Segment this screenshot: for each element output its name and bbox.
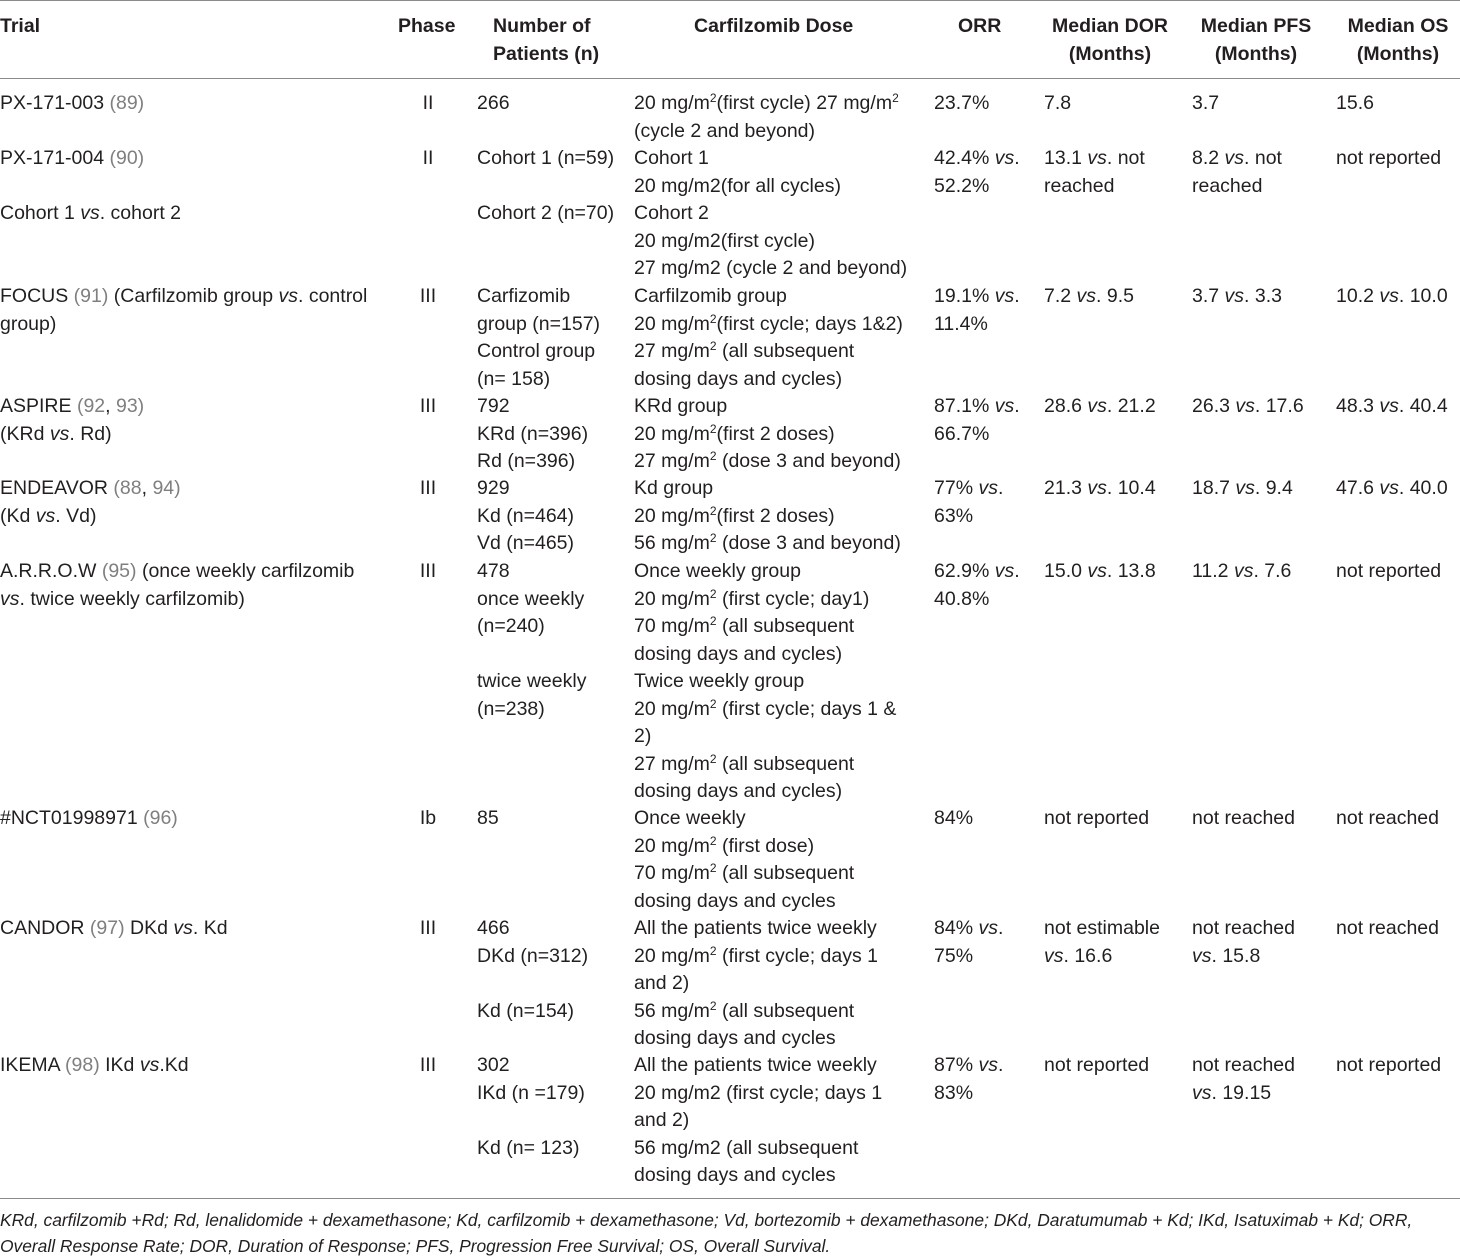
header-bottom-rule [0,78,1460,79]
cell-dor [1044,90,1071,118]
cell-line: 63% [934,503,1003,531]
cell-line: IKd (n =179) [477,1080,585,1108]
cell-patients [477,393,588,476]
cell-line: not estimable [1044,915,1160,943]
cell-line: 84% [934,805,973,833]
cell-dose [634,393,901,476]
cell-line: and 2) [634,970,878,998]
footnote-line: KRd, carfilzomib +Rd; Rd, lenalidomide + dexamethasone; Kd, carfilzomib + dexamethasone; Vd, bortezomib + dexamethasone; DKd, Daratumumab + Kd; IKd, Isatuximab + Kd; ORR, [0,1208,1460,1234]
cell-line: once weekly [477,586,586,614]
cell-line: DKd (n=312) [477,943,588,971]
cell-line: 11.2 vs. 7.6 [1192,558,1291,586]
cell-trial [0,283,367,338]
cell-trial [0,145,181,228]
reference-link: (97) [90,917,125,939]
cell-patients [477,805,499,833]
cell-line: not reached [1336,915,1439,943]
cell-line: 75% [934,943,1003,971]
cell-line: 85 [477,805,499,833]
cell-line: 21.3 vs. 10.4 [1044,475,1156,503]
cell-line: 47.6 vs. 40.0 [1336,475,1448,503]
cell-dose [634,805,854,915]
cell-line: KRd group [634,393,901,421]
cell-line: 11.4% [934,311,1020,339]
cell-orr [934,805,973,833]
cell-line: not reached [1336,805,1439,833]
cell-os [1336,393,1448,421]
cell-line: twice weekly [477,668,586,696]
cell-orr [934,558,1020,613]
cell-line: 19.1% vs. [934,283,1020,311]
cell-trial [0,90,144,118]
cell-line: 20 $mg/m^2(first$ 2 doses) [634,421,901,449]
cell-line: (n=240) [477,613,586,641]
cell-os [1336,805,1439,833]
cell-phase: III [420,1052,436,1080]
cell-line: IKEMA (98) IKd vs.Kd [0,1052,189,1080]
cell-patients [477,475,574,558]
cell-line: 27 $mg/m^2$ (all subsequent [634,338,903,366]
cell-phase: Ib [420,805,436,833]
cell-pfs [1192,283,1282,311]
cell-line: vs. 19.15 [1192,1080,1295,1108]
cell-line: not reported [1044,1052,1149,1080]
cell-line: dosing days and cycles) [634,641,896,669]
cell-line: Kd (n=464) [477,503,574,531]
cell-patients [477,558,586,723]
cell-line: not reached [1192,915,1295,943]
cell-trial [0,1052,189,1080]
cell-line: 42.4% vs. [934,145,1020,173]
cell-line: ENDEAVOR (88, 94) [0,475,181,503]
cell-line: not reached [1192,1052,1295,1080]
cell-line: Cohort 2 [634,200,907,228]
cell-line: 20 $mg/m^2$ (first cycle; days 1 & [634,696,896,724]
cell-line: 929 [477,475,574,503]
reference-link: (98) [65,1054,100,1076]
cell-line: All the patients twice weekly [634,1052,882,1080]
cell-line: PX-171-003 (89) [0,90,144,118]
header-orr: ORR [958,13,1001,41]
cell-line: 466 [477,915,588,943]
cell-line [477,641,586,669]
cell-line: 84% vs. [934,915,1003,943]
cell-line: 27 $mg/m^2$ (all subsequent [634,751,896,779]
cell-phase: III [420,283,436,311]
cell-line: 2) [634,723,896,751]
cell-patients [477,915,588,1025]
cell-line: not reached [1192,805,1295,833]
header-dor: Median DOR (Months) [1052,13,1168,68]
cell-dor [1044,1052,1149,1080]
cell-line: 70 $mg/m^2$ (all subsequent [634,860,854,888]
cell-pfs [1192,90,1219,118]
cell-line: 13.1 vs. not [1044,145,1145,173]
cell-line: 10.2 vs. 10.0 [1336,283,1448,311]
cell-line [477,970,588,998]
cell-line: Kd group [634,475,901,503]
cell-pfs [1192,393,1304,421]
header-pfs: Median PFS (Months) [1201,13,1312,68]
cell-phase: III [420,558,436,586]
cell-line: Cohort 1 [634,145,907,173]
cell-line: 20 $mg/m^2(first$ 2 doses) [634,503,901,531]
cell-line: #NCT01998971 (96) [0,805,178,833]
reference-link: (91) [74,285,109,307]
cell-line: and 2) [634,1107,882,1135]
cell-line: dosing days and cycles [634,888,854,916]
cell-line: Cohort 2 (n=70) [477,200,614,228]
cell-line: reached [1192,173,1282,201]
table-footnote [0,1208,1460,1259]
footnote-line: Overall Response Rate; DOR, Duration of Response; PFS, Progression Free Survival; OS, Overall Survival. [0,1234,1460,1259]
cell-line: 20 $mg/m^2$ (first dose) [634,833,854,861]
cell-orr [934,90,989,118]
cell-pfs [1192,915,1295,970]
cell-line: 40.8% [934,586,1020,614]
cell-line: 20 mg/m2(for all cycles) [634,173,907,201]
cell-dor [1044,283,1134,311]
cell-line: 15.0 vs. 13.8 [1044,558,1156,586]
cell-line: CANDOR (97) DKd vs. Kd [0,915,228,943]
cell-dose [634,475,901,558]
cell-orr [934,915,1003,970]
cell-line: 20 $mg/m^2(first$ cycle; days 1&2) [634,311,903,339]
cell-phase: III [420,915,436,943]
cell-line: Vd (n=465) [477,530,574,558]
cell-pfs [1192,805,1295,833]
cell-os [1336,283,1448,311]
cell-line: 87.1% vs. [934,393,1020,421]
cell-orr [934,393,1020,448]
cell-phase: III [420,475,436,503]
reference-link: (88 [113,477,141,499]
cell-line: 70 $mg/m^2$ (all subsequent [634,613,896,641]
reference-link: (89) [110,92,145,114]
cell-line: Carfilzomib group [634,283,903,311]
cell-line: 478 [477,558,586,586]
cell-os [1336,145,1441,173]
cell-line: (n=238) [477,696,586,724]
cell-line: 3.7 vs. 3.3 [1192,283,1282,311]
cell-patients [477,145,614,228]
cell-line: 3.7 [1192,90,1219,118]
cell-line: A.R.R.O.W (95) (once weekly carfilzomib [0,558,354,586]
cell-line: dosing days and cycles) [634,778,896,806]
cell-line: 7.2 vs. 9.5 [1044,283,1134,311]
cell-line: KRd (n=396) [477,421,588,449]
cell-line: not reported [1336,145,1441,173]
cell-dose [634,1052,882,1190]
cell-line: 48.3 vs. 40.4 [1336,393,1448,421]
reference-link: 94) [152,477,180,499]
cell-os [1336,915,1439,943]
cell-line: ASPIRE (92, 93) [0,393,144,421]
cell-line: 18.7 vs. 9.4 [1192,475,1293,503]
cell-line: 792 [477,393,588,421]
header-trial: Trial [0,13,40,41]
cell-patients [477,1052,585,1162]
cell-line: Kd (n=154) [477,998,588,1026]
cell-trial [0,475,181,530]
header-os: Median OS (Months) [1348,13,1449,68]
table-bottom-rule [0,1198,1460,1199]
cell-phase: II [423,145,434,173]
cell-line: dosing days and cycles [634,1025,878,1053]
cell-dor [1044,558,1156,586]
cell-line: (n= 158) [477,366,600,394]
cell-line: 66.7% [934,421,1020,449]
cell-dor [1044,393,1156,421]
cell-line: Twice weekly group [634,668,896,696]
cell-dose [634,283,903,393]
cell-line: Carfizomib [477,283,600,311]
cell-line: 7.8 [1044,90,1071,118]
cell-line: Cohort 1 (n=59) [477,145,614,173]
cell-line: Kd (n= 123) [477,1135,585,1163]
reference-link: 93) [116,395,144,417]
cell-orr [934,145,1020,200]
cell-line: 15.6 [1336,90,1374,118]
cell-dor [1044,915,1160,970]
cell-patients [477,90,510,118]
cell-trial [0,558,354,613]
cell-os [1336,1052,1441,1080]
cell-pfs [1192,475,1293,503]
cell-dose [634,90,899,145]
cell-orr [934,283,1020,338]
cell-line: Once weekly [634,805,854,833]
cell-line: 52.2% [934,173,1020,201]
cell-line: 83% [934,1080,1003,1108]
cell-line: Control group [477,338,600,366]
cell-line: vs. 15.8 [1192,943,1295,971]
cell-patients [477,283,600,393]
cell-pfs [1192,1052,1295,1107]
cell-line: 27 mg/m2 (cycle 2 and beyond) [634,255,907,283]
cell-line: (KRd vs. Rd) [0,421,144,449]
cell-line: 26.3 vs. 17.6 [1192,393,1304,421]
cell-line: 8.2 vs. not [1192,145,1282,173]
cell-pfs [1192,558,1291,586]
cell-line: FOCUS (91) (Carfilzomib group vs. control [0,283,367,311]
cell-line: 87% vs. [934,1052,1003,1080]
cell-phase: III [420,393,436,421]
reference-link: (96) [143,807,178,829]
cell-pfs [1192,145,1282,200]
cell-line: group) [0,311,367,339]
cell-line: (cycle 2 and beyond) [634,118,899,146]
cell-dor [1044,475,1156,503]
cell-line: 20 $mg/m^2(first$ cycle) 27 $mg/m^2$ [634,90,899,118]
cell-trial [0,805,178,833]
cell-line: 56 $mg/m^2$ (dose 3 and beyond) [634,530,901,558]
cell-dose [634,915,878,1053]
cell-line: Cohort 1 vs. cohort 2 [0,200,181,228]
cell-line: Rd (n=396) [477,448,588,476]
header-dose: Carfilzomib Dose [694,13,853,41]
cell-line: PX-171-004 (90) [0,145,181,173]
cell-os [1336,90,1374,118]
cell-line: 77% vs. [934,475,1003,503]
cell-line: dosing days and cycles) [634,366,903,394]
reference-link: (95) [102,560,137,582]
cell-line: 302 [477,1052,585,1080]
cell-trial [0,393,144,448]
cell-os [1336,475,1448,503]
cell-os [1336,558,1441,586]
header-patients: Number of Patients (n) [493,13,599,68]
cell-line: 27 $mg/m^2$ (dose 3 and beyond) [634,448,901,476]
cell-line: vs. 16.6 [1044,943,1160,971]
cell-line: All the patients twice weekly [634,915,878,943]
cell-line: 23.7% [934,90,989,118]
cell-dor [1044,805,1149,833]
reference-link: (90) [110,147,145,169]
cell-line: 62.9% vs. [934,558,1020,586]
cell-line [477,173,614,201]
cell-line: vs. twice weekly carfilzomib) [0,586,354,614]
cell-orr [934,475,1003,530]
reference-link: (92 [77,395,105,417]
header-phase: Phase [398,13,455,41]
cell-line: not reported [1336,1052,1441,1080]
cell-line: reached [1044,173,1145,201]
cell-dor [1044,145,1145,200]
cell-line: group (n=157) [477,311,600,339]
cell-dose [634,145,907,283]
cell-line: 20 mg/m2(first cycle) [634,228,907,256]
cell-line: dosing days and cycles [634,1162,882,1190]
cell-line: not reported [1044,805,1149,833]
cell-trial [0,915,228,943]
cell-dose [634,558,896,806]
cell-line: 266 [477,90,510,118]
cell-line: not reported [1336,558,1441,586]
cell-line: 20 $mg/m^2$ (first cycle; days 1 [634,943,878,971]
cell-phase: II [423,90,434,118]
cell-line [0,173,181,201]
cell-orr [934,1052,1003,1107]
table-top-rule [0,0,1460,1]
cell-line: 56 mg/m2 (all subsequent [634,1135,882,1163]
cell-line [477,1107,585,1135]
cell-line: 56 $mg/m^2$ (all subsequent [634,998,878,1026]
cell-line: Once weekly group [634,558,896,586]
cell-line: 28.6 vs. 21.2 [1044,393,1156,421]
cell-line: (Kd vs. Vd) [0,503,181,531]
cell-line: 20 mg/m2 (first cycle; days 1 [634,1080,882,1108]
cell-line: 20 $mg/m^2$ (first cycle; day1) [634,586,896,614]
